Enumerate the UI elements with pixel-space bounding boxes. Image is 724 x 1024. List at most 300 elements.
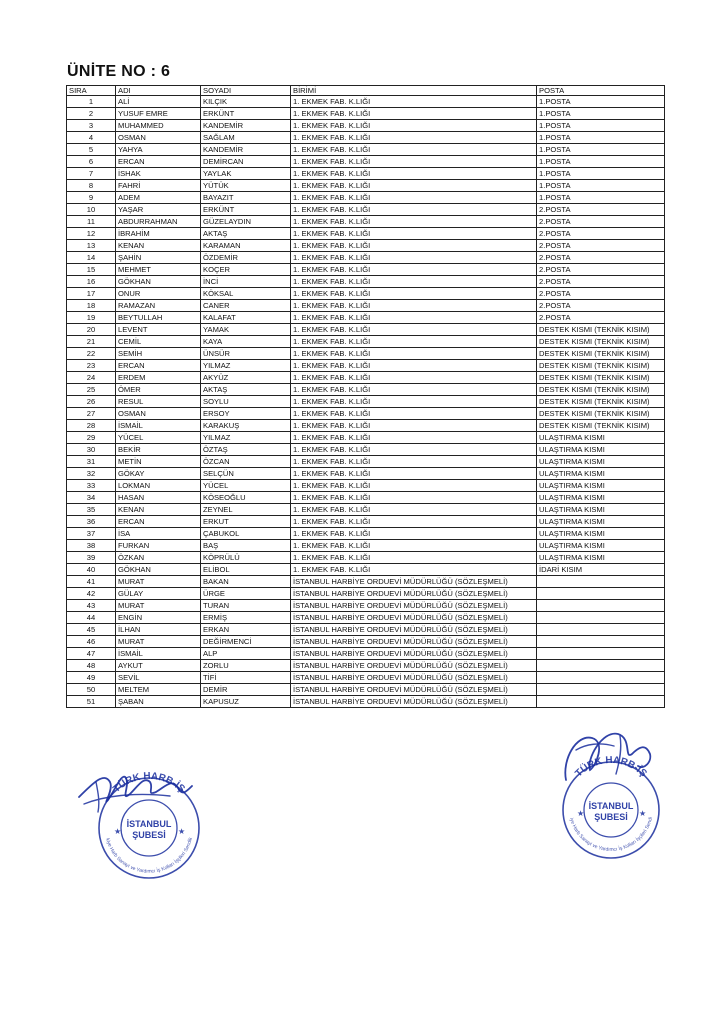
soyadi-cell: YILMAZ [201,432,291,444]
birimi-cell: İSTANBUL HARBİYE ORDUEVİ MÜDÜRLÜĞÜ (SÖZLEŞMELİ) [291,684,537,696]
adi-cell: ERDEM [116,372,201,384]
soyadi-cell: YÜCEL [201,480,291,492]
table-row [67,276,665,288]
table-row [67,132,665,144]
posta-cell: 1.POSTA [537,108,665,120]
star-icon: ★ [114,827,122,836]
sira-cell: 48 [67,660,116,672]
soyadi-cell: ÇABUKOL [201,528,291,540]
table-body [67,96,665,708]
column-header-birimi: BİRİMİ [291,86,537,96]
sira-cell: 31 [67,456,116,468]
sira-cell: 15 [67,264,116,276]
sira-cell: 22 [67,348,116,360]
soyadi-cell: KARAMAN [201,240,291,252]
table-row [67,300,665,312]
birimi-cell: 1. EKMEK FAB. K.LIĞI [291,396,537,408]
birimi-cell: 1. EKMEK FAB. K.LIĞI [291,552,537,564]
birimi-cell: 1. EKMEK FAB. K.LIĞI [291,312,537,324]
table-row [67,288,665,300]
birimi-cell: İSTANBUL HARBİYE ORDUEVİ MÜDÜRLÜĞÜ (SÖZLEŞMELİ) [291,588,537,600]
adi-cell: İSMAİL [116,648,201,660]
column-header-soyadi: SOYADI [201,86,291,96]
birimi-cell: 1. EKMEK FAB. K.LIĞI [291,384,537,396]
birimi-cell: 1. EKMEK FAB. K.LIĞI [291,540,537,552]
posta-cell: DESTEK KISMI (TEKNİK KISIM) [537,336,665,348]
soyadi-cell: ÜNSÜR [201,348,291,360]
birimi-cell: 1. EKMEK FAB. K.LIĞI [291,144,537,156]
table-row [67,312,665,324]
birimi-cell: 1. EKMEK FAB. K.LIĞI [291,468,537,480]
posta-cell: 2.POSTA [537,240,665,252]
soyadi-cell: SELÇÜN [201,468,291,480]
soyadi-cell: BAKAN [201,576,291,588]
table-row [67,432,665,444]
adi-cell: METİN [116,456,201,468]
sira-cell: 35 [67,504,116,516]
adi-cell: AYKUT [116,660,201,672]
table-row [67,348,665,360]
page-title: ÜNİTE NO : 6 [67,63,171,80]
soyadi-cell: AKTAŞ [201,228,291,240]
table-row [67,540,665,552]
birimi-cell: 1. EKMEK FAB. K.LIĞI [291,336,537,348]
birimi-cell: 1. EKMEK FAB. K.LIĞI [291,252,537,264]
adi-cell: ABDURRAHMAN [116,216,201,228]
soyadi-cell: DEĞİRMENCİ [201,636,291,648]
posta-cell: DESTEK KISMI (TEKNİK KISIM) [537,372,665,384]
sira-cell: 36 [67,516,116,528]
soyadi-cell: BAŞ [201,540,291,552]
stamp-ring-bottom-text: iye Harb Sanayi ve Yardımcı İş Kolları İşçileri Sendi [568,816,655,853]
adi-cell: RAMAZAN [116,300,201,312]
posta-cell: 2.POSTA [537,300,665,312]
birimi-cell: İSTANBUL HARBİYE ORDUEVİ MÜDÜRLÜĞÜ (SÖZLEŞMELİ) [291,612,537,624]
table-row [67,696,665,708]
table-row [67,564,665,576]
posta-cell [537,660,665,672]
table-row [67,264,665,276]
adi-cell: SEMİH [116,348,201,360]
adi-cell: YÜCEL [116,432,201,444]
left-union-stamp [74,752,224,882]
adi-cell: ERCAN [116,156,201,168]
star-icon: ★ [178,827,186,836]
sira-cell: 37 [67,528,116,540]
soyadi-cell: SAĞLAM [201,132,291,144]
sira-cell: 51 [67,696,116,708]
soyadi-cell: SOYLU [201,396,291,408]
star-icon: ★ [577,809,585,818]
posta-cell: DESTEK KISMI (TEKNİK KISIM) [537,396,665,408]
adi-cell: YAHYA [116,144,201,156]
adi-cell: ENGİN [116,612,201,624]
sira-cell: 40 [67,564,116,576]
table-row [67,468,665,480]
adi-cell: FAHRİ [116,180,201,192]
birimi-cell: 1. EKMEK FAB. K.LIĞI [291,168,537,180]
birimi-cell: İSTANBUL HARBİYE ORDUEVİ MÜDÜRLÜĞÜ (SÖZLEŞMELİ) [291,672,537,684]
sira-cell: 25 [67,384,116,396]
sira-cell: 2 [67,108,116,120]
posta-cell: ULAŞTIRMA KISMI [537,468,665,480]
table-row [67,240,665,252]
table-row [67,444,665,456]
sira-cell: 45 [67,624,116,636]
stamp-ring-top-text: TÜRK HARB-İŞ [111,770,187,795]
table-row [67,456,665,468]
table-row [67,480,665,492]
table-row [67,144,665,156]
birimi-cell: 1. EKMEK FAB. K.LIĞI [291,120,537,132]
adi-cell: HASAN [116,492,201,504]
posta-cell: DESTEK KISMI (TEKNİK KISIM) [537,324,665,336]
soyadi-cell: GÜZELAYDIN [201,216,291,228]
soyadi-cell: İNCİ [201,276,291,288]
sira-cell: 23 [67,360,116,372]
soyadi-cell: AKTAŞ [201,384,291,396]
adi-cell: ADEM [116,192,201,204]
column-header-posta: POSTA [537,86,665,96]
table-row [67,120,665,132]
posta-cell: ULAŞTIRMA KISMI [537,504,665,516]
sira-cell: 30 [67,444,116,456]
birimi-cell: 1. EKMEK FAB. K.LIĞI [291,516,537,528]
table-row [67,168,665,180]
birimi-cell: 1. EKMEK FAB. K.LIĞI [291,360,537,372]
soyadi-cell: BAYAZIT [201,192,291,204]
birimi-cell: 1. EKMEK FAB. K.LIĞI [291,96,537,108]
adi-cell: İLHAN [116,624,201,636]
soyadi-cell: YÜTÜK [201,180,291,192]
birimi-cell: 1. EKMEK FAB. K.LIĞI [291,348,537,360]
adi-cell: LEVENT [116,324,201,336]
soyadi-cell: KALAFAT [201,312,291,324]
soyadi-cell: CANER [201,300,291,312]
soyadi-cell: KÖSEOĞLU [201,492,291,504]
posta-cell: 2.POSTA [537,204,665,216]
birimi-cell: 1. EKMEK FAB. K.LIĞI [291,480,537,492]
posta-cell: ULAŞTIRMA KISMI [537,492,665,504]
birimi-cell: 1. EKMEK FAB. K.LIĞI [291,324,537,336]
posta-cell: 1.POSTA [537,120,665,132]
posta-cell: 1.POSTA [537,156,665,168]
birimi-cell: 1. EKMEK FAB. K.LIĞI [291,456,537,468]
stamp-center-line1: İSTANBUL [126,819,172,829]
table-row [67,528,665,540]
sira-cell: 39 [67,552,116,564]
birimi-cell: 1. EKMEK FAB. K.LIĞI [291,264,537,276]
soyadi-cell: YILMAZ [201,360,291,372]
soyadi-cell: KÖKSAL [201,288,291,300]
sira-cell: 8 [67,180,116,192]
table-row [67,324,665,336]
soyadi-cell: ALP [201,648,291,660]
posta-cell: ULAŞTIRMA KISMI [537,432,665,444]
posta-cell: 1.POSTA [537,132,665,144]
birimi-cell: 1. EKMEK FAB. K.LIĞI [291,216,537,228]
soyadi-cell: ELİBOL [201,564,291,576]
posta-cell: ULAŞTIRMA KISMI [537,444,665,456]
adi-cell: ŞAHİN [116,252,201,264]
birimi-cell: 1. EKMEK FAB. K.LIĞI [291,108,537,120]
birimi-cell: İSTANBUL HARBİYE ORDUEVİ MÜDÜRLÜĞÜ (SÖZLEŞMELİ) [291,600,537,612]
posta-cell: 1.POSTA [537,192,665,204]
stamp-center-line2: ŞUBESİ [594,812,628,822]
birimi-cell: İSTANBUL HARBİYE ORDUEVİ MÜDÜRLÜĞÜ (SÖZLEŞMELİ) [291,636,537,648]
sira-cell: 46 [67,636,116,648]
adi-cell: YUSUF EMRE [116,108,201,120]
adi-cell: ŞABAN [116,696,201,708]
posta-cell [537,600,665,612]
adi-cell: RESUL [116,396,201,408]
birimi-cell: 1. EKMEK FAB. K.LIĞI [291,504,537,516]
sira-cell: 41 [67,576,116,588]
table-row [67,516,665,528]
table-row [67,624,665,636]
birimi-cell: 1. EKMEK FAB. K.LIĞI [291,276,537,288]
table-row [67,396,665,408]
sira-cell: 20 [67,324,116,336]
sira-cell: 49 [67,672,116,684]
soyadi-cell: DEMİR [201,684,291,696]
table-row [67,252,665,264]
column-header-adi: ADI [116,86,201,96]
posta-cell: DESTEK KISMI (TEKNİK KISIM) [537,360,665,372]
soyadi-cell: ERSOY [201,408,291,420]
adi-cell: GÜLAY [116,588,201,600]
posta-cell: 2.POSTA [537,228,665,240]
adi-cell: İSMAİL [116,420,201,432]
soyadi-cell: ZEYNEL [201,504,291,516]
sira-cell: 33 [67,480,116,492]
sira-cell: 5 [67,144,116,156]
sira-cell: 47 [67,648,116,660]
table-row [67,336,665,348]
table-row [67,612,665,624]
posta-cell [537,684,665,696]
posta-cell: 2.POSTA [537,288,665,300]
table-row [67,228,665,240]
posta-cell: 1.POSTA [537,144,665,156]
posta-cell [537,588,665,600]
posta-cell: ULAŞTIRMA KISMI [537,456,665,468]
soyadi-cell: ERKÜNT [201,108,291,120]
stamp-ring-bottom-text: kiye Harb Sanayi ve Yardımcı İş Kolları İşçileri Sendik [104,836,194,875]
adi-cell: SEVİL [116,672,201,684]
sira-cell: 50 [67,684,116,696]
table-row [67,684,665,696]
soyadi-cell: YAYLAK [201,168,291,180]
table-row [67,192,665,204]
soyadi-cell: ERKAN [201,624,291,636]
soyadi-cell: KANDEMİR [201,120,291,132]
birimi-cell: 1. EKMEK FAB. K.LIĞI [291,288,537,300]
adi-cell: FURKAN [116,540,201,552]
birimi-cell: 1. EKMEK FAB. K.LIĞI [291,432,537,444]
adi-cell: İBRAHİM [116,228,201,240]
birimi-cell: 1. EKMEK FAB. K.LIĞI [291,192,537,204]
table-row [67,504,665,516]
sira-cell: 14 [67,252,116,264]
soyadi-cell: ERKÜNT [201,204,291,216]
sira-cell: 7 [67,168,116,180]
posta-cell: 1.POSTA [537,168,665,180]
birimi-cell: İSTANBUL HARBİYE ORDUEVİ MÜDÜRLÜĞÜ (SÖZLEŞMELİ) [291,648,537,660]
adi-cell: ERCAN [116,516,201,528]
table-row [67,672,665,684]
sira-cell: 16 [67,276,116,288]
birimi-cell: İSTANBUL HARBİYE ORDUEVİ MÜDÜRLÜĞÜ (SÖZLEŞMELİ) [291,576,537,588]
birimi-cell: 1. EKMEK FAB. K.LIĞI [291,180,537,192]
sira-cell: 13 [67,240,116,252]
posta-cell: 2.POSTA [537,312,665,324]
soyadi-cell: KÖPRÜLÜ [201,552,291,564]
sira-cell: 17 [67,288,116,300]
adi-cell: KENAN [116,240,201,252]
adi-cell: İSA [116,528,201,540]
posta-cell: 2.POSTA [537,252,665,264]
sira-cell: 4 [67,132,116,144]
soyadi-cell: KARAKUŞ [201,420,291,432]
adi-cell: MURAT [116,636,201,648]
star-icon: ★ [639,809,647,818]
birimi-cell: 1. EKMEK FAB. K.LIĞI [291,156,537,168]
posta-cell [537,612,665,624]
adi-cell: GÖKHAN [116,276,201,288]
table-row [67,216,665,228]
posta-cell: ULAŞTIRMA KISMI [537,516,665,528]
stamp-ring-top-text: TÜRK HARB-İŞ [573,754,649,780]
soyadi-cell: ÖZCAN [201,456,291,468]
table-row [67,636,665,648]
soyadi-cell: KAYA [201,336,291,348]
adi-cell: CEMİL [116,336,201,348]
table-row [67,420,665,432]
soyadi-cell: KAPUSUZ [201,696,291,708]
sira-cell: 12 [67,228,116,240]
table-row [67,492,665,504]
birimi-cell: 1. EKMEK FAB. K.LIĞI [291,228,537,240]
table-row [67,360,665,372]
table-row [67,660,665,672]
adi-cell: MUHAMMED [116,120,201,132]
soyadi-cell: TURAN [201,600,291,612]
birimi-cell: 1. EKMEK FAB. K.LIĞI [291,240,537,252]
birimi-cell: İSTANBUL HARBİYE ORDUEVİ MÜDÜRLÜĞÜ (SÖZLEŞMELİ) [291,660,537,672]
adi-cell: ALİ [116,96,201,108]
table-row [67,372,665,384]
soyadi-cell: YAMAK [201,324,291,336]
posta-cell: 2.POSTA [537,276,665,288]
adi-cell: MELTEM [116,684,201,696]
birimi-cell: 1. EKMEK FAB. K.LIĞI [291,204,537,216]
sira-cell: 19 [67,312,116,324]
table-row [67,204,665,216]
sira-cell: 34 [67,492,116,504]
soyadi-cell: DEMİRCAN [201,156,291,168]
soyadi-cell: KOÇER [201,264,291,276]
posta-cell: DESTEK KISMI (TEKNİK KISIM) [537,384,665,396]
sira-cell: 1 [67,96,116,108]
sira-cell: 38 [67,540,116,552]
adi-cell: ÖMER [116,384,201,396]
sira-cell: 44 [67,612,116,624]
adi-cell: MURAT [116,576,201,588]
table-row [67,408,665,420]
sira-cell: 32 [67,468,116,480]
sira-cell: 10 [67,204,116,216]
posta-cell: DESTEK KISMI (TEKNİK KISIM) [537,420,665,432]
posta-cell [537,672,665,684]
adi-cell: ONUR [116,288,201,300]
soyadi-cell: ZORLU [201,660,291,672]
staff-table [66,85,665,708]
birimi-cell: 1. EKMEK FAB. K.LIĞI [291,444,537,456]
sira-cell: 6 [67,156,116,168]
stamp-center-line2: ŞUBESİ [132,830,166,840]
posta-cell [537,648,665,660]
birimi-cell: 1. EKMEK FAB. K.LIĞI [291,492,537,504]
soyadi-cell: ERKUT [201,516,291,528]
posta-cell [537,624,665,636]
adi-cell: BEYTULLAH [116,312,201,324]
posta-cell: ULAŞTIRMA KISMI [537,528,665,540]
posta-cell: DESTEK KISMI (TEKNİK KISIM) [537,408,665,420]
soyadi-cell: ÖZTAŞ [201,444,291,456]
posta-cell: ULAŞTIRMA KISMI [537,552,665,564]
adi-cell: KENAN [116,504,201,516]
birimi-cell: 1. EKMEK FAB. K.LIĞI [291,132,537,144]
soyadi-cell: AKYÜZ [201,372,291,384]
birimi-cell: 1. EKMEK FAB. K.LIĞI [291,564,537,576]
table-row [67,384,665,396]
adi-cell: ERCAN [116,360,201,372]
adi-cell: GÖKAY [116,468,201,480]
posta-cell: İDARİ KISIM [537,564,665,576]
adi-cell: OSMAN [116,132,201,144]
posta-cell: 2.POSTA [537,216,665,228]
sira-cell: 42 [67,588,116,600]
table-row [67,588,665,600]
table-row [67,552,665,564]
adi-cell: LOKMAN [116,480,201,492]
adi-cell: YAŞAR [116,204,201,216]
sira-cell: 24 [67,372,116,384]
adi-cell: ÖZKAN [116,552,201,564]
table-row [67,576,665,588]
sira-cell: 3 [67,120,116,132]
soyadi-cell: ERMİŞ [201,612,291,624]
sira-cell: 9 [67,192,116,204]
posta-cell: DESTEK KISMI (TEKNİK KISIM) [537,348,665,360]
sira-cell: 26 [67,396,116,408]
soyadi-cell: ÜRGE [201,588,291,600]
posta-cell [537,636,665,648]
sira-cell: 18 [67,300,116,312]
stamp-center-line1: İSTANBUL [588,801,634,811]
column-header-sira: SIRA [67,86,116,96]
birimi-cell: 1. EKMEK FAB. K.LIĞI [291,528,537,540]
soyadi-cell: KANDEMİR [201,144,291,156]
sira-cell: 11 [67,216,116,228]
birimi-cell: 1. EKMEK FAB. K.LIĞI [291,420,537,432]
sira-cell: 43 [67,600,116,612]
table-header-row [67,86,665,96]
birimi-cell: 1. EKMEK FAB. K.LIĞI [291,300,537,312]
birimi-cell: İSTANBUL HARBİYE ORDUEVİ MÜDÜRLÜĞÜ (SÖZLEŞMELİ) [291,696,537,708]
soyadi-cell: TİFİ [201,672,291,684]
